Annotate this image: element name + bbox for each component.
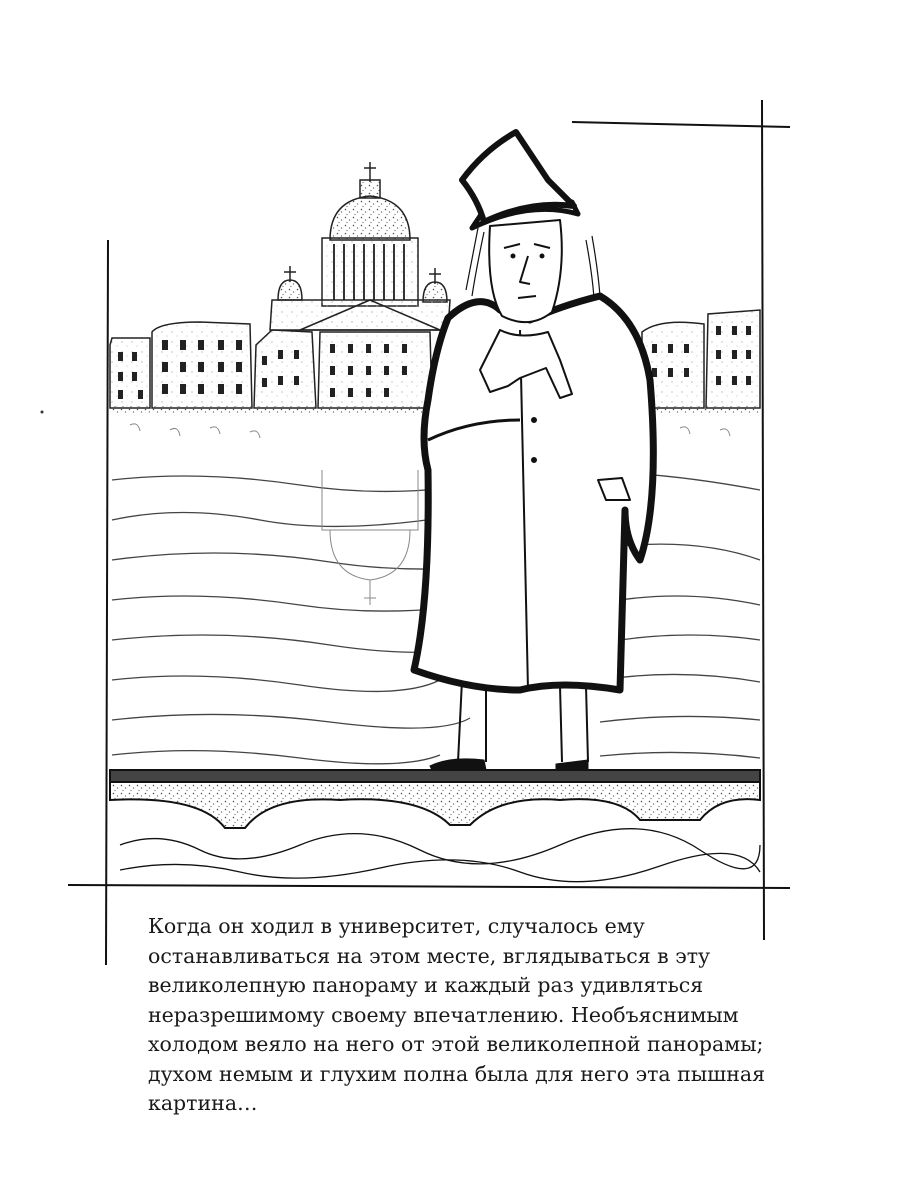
- caption-line: духом немым и глухим полна была для него эта пышная: [148, 1061, 766, 1086]
- man-figure: [414, 132, 653, 770]
- caption-line: великолепную панораму и каждый раз удивляться: [148, 973, 704, 997]
- bridge: [110, 770, 760, 882]
- caption-line: Когда он ходил в университет, случалось ему: [148, 914, 645, 938]
- caption-line: неразрешимому своему впечатлению. Необъяснимым: [148, 1002, 739, 1027]
- cathedral: [270, 162, 450, 330]
- caption-line: картина…: [148, 1091, 258, 1115]
- caption-line: останавливаться на этом месте, вглядываться в эту: [148, 943, 711, 968]
- stray-mark: [41, 411, 44, 414]
- embankment-buildings-left: [110, 322, 432, 408]
- caption-text: [148, 912, 788, 1119]
- embankment-buildings-right: [642, 310, 760, 408]
- caption-line: холодом веяло на него от этой великолепной панорамы;: [148, 1032, 764, 1056]
